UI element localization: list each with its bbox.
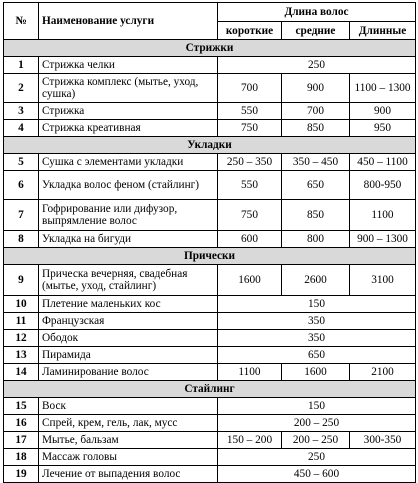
price-all: 250: [218, 57, 416, 74]
price-long: 950: [350, 120, 416, 137]
price-table: [3, 2, 416, 483]
service-name: Ламинирование волос: [39, 364, 218, 381]
row-number: 16: [4, 415, 39, 432]
price-all: 350: [218, 330, 416, 347]
service-name: Массаж головы: [39, 449, 218, 466]
row-number: 5: [4, 154, 39, 171]
price-all: 150: [218, 398, 416, 415]
price-short: 250 – 350: [218, 154, 282, 171]
row-number: 7: [4, 200, 39, 231]
service-name: Воск: [39, 398, 218, 415]
price-short: 750: [218, 200, 282, 231]
header-short: короткие: [218, 22, 282, 40]
table-row: [4, 347, 416, 364]
table-row: [4, 415, 416, 432]
row-number: 10: [4, 296, 39, 313]
table-row: [4, 364, 416, 381]
price-short: 1600: [218, 265, 282, 296]
service-name: Укладка на бигуди: [39, 231, 218, 248]
price-medium: 800: [282, 231, 350, 248]
price-all: 250: [218, 449, 416, 466]
table-header-row: [4, 3, 416, 22]
service-name: Плетение маленьких кос: [39, 296, 218, 313]
price-all: 650: [218, 347, 416, 364]
table-row: [4, 231, 416, 248]
row-number: 15: [4, 398, 39, 415]
row-number: 12: [4, 330, 39, 347]
table-row: [4, 296, 416, 313]
table-row: [4, 57, 416, 74]
row-number: 1: [4, 57, 39, 74]
section-title-stylingproducts: Стайлинг: [4, 381, 416, 398]
price-medium: 850: [282, 200, 350, 231]
price-short: 550: [218, 171, 282, 200]
price-medium: 900: [282, 74, 350, 103]
header-medium: средние: [282, 22, 350, 40]
service-name: Лечение от выпадения волос: [39, 466, 218, 483]
table-row: [4, 265, 416, 296]
header-hair-length: Длина волос: [218, 3, 416, 22]
table-row: [4, 200, 416, 231]
row-number: 3: [4, 103, 39, 120]
row-number: 17: [4, 432, 39, 449]
price-short: 1100: [218, 364, 282, 381]
price-all: 200 – 250: [218, 415, 416, 432]
section-row: [4, 248, 416, 265]
section-title-hairstyles: Прически: [4, 248, 416, 265]
table-row: [4, 398, 416, 415]
row-number: 14: [4, 364, 39, 381]
section-row: [4, 40, 416, 57]
price-long: 2100: [350, 364, 416, 381]
service-name: Мытье, бальзам: [39, 432, 218, 449]
section-title-styling: Укладки: [4, 137, 416, 154]
price-all: 450 – 600: [218, 466, 416, 483]
price-short: 700: [218, 74, 282, 103]
row-number: 18: [4, 449, 39, 466]
table-row: [4, 74, 416, 103]
table-row: [4, 432, 416, 449]
row-number: 13: [4, 347, 39, 364]
price-medium: 700: [282, 103, 350, 120]
price-long: 800-950: [350, 171, 416, 200]
service-name: Укладка волос феном (стайлинг): [39, 171, 218, 200]
table-row: [4, 330, 416, 347]
price-short: 750: [218, 120, 282, 137]
section-title-haircuts: Стрижки: [4, 40, 416, 57]
row-number: 4: [4, 120, 39, 137]
row-number: 2: [4, 74, 39, 103]
table-row: [4, 171, 416, 200]
price-all: 350: [218, 313, 416, 330]
service-name: Сушка с элементами укладки: [39, 154, 218, 171]
service-name: Французская: [39, 313, 218, 330]
price-medium: 650: [282, 171, 350, 200]
price-long: 1100 – 1300: [350, 74, 416, 103]
price-medium: 200 – 250: [282, 432, 350, 449]
price-medium: 2600: [282, 265, 350, 296]
table-row: [4, 449, 416, 466]
row-number: 6: [4, 171, 39, 200]
row-number: 19: [4, 466, 39, 483]
service-name: Стрижка челки: [39, 57, 218, 74]
service-name: Стрижка: [39, 103, 218, 120]
service-name: Гофрирование или дифузор, выпрямление волос: [39, 200, 218, 231]
price-long: 3100: [350, 265, 416, 296]
table-row: [4, 120, 416, 137]
table-row: [4, 466, 416, 483]
service-name: Пирамида: [39, 347, 218, 364]
price-long: 900 – 1300: [350, 231, 416, 248]
service-name: Стрижка комплекс (мытье, уход, сушка): [39, 74, 218, 103]
price-short: 150 – 200: [218, 432, 282, 449]
price-all: 150: [218, 296, 416, 313]
section-row: [4, 137, 416, 154]
table-row: [4, 154, 416, 171]
price-long: 450 – 1100: [350, 154, 416, 171]
section-row: [4, 381, 416, 398]
service-name: Ободок: [39, 330, 218, 347]
service-name: Спрей, крем, гель, лак, мусс: [39, 415, 218, 432]
price-medium: 350 – 450: [282, 154, 350, 171]
header-long: Длинные: [350, 22, 416, 40]
service-name: Стрижка креативная: [39, 120, 218, 137]
header-service: Наименование услуги: [39, 3, 218, 40]
table-row: [4, 103, 416, 120]
price-medium: 850: [282, 120, 350, 137]
row-number: 9: [4, 265, 39, 296]
price-medium: 1600: [282, 364, 350, 381]
row-number: 11: [4, 313, 39, 330]
price-long: 1100: [350, 200, 416, 231]
table-row: [4, 313, 416, 330]
price-short: 550: [218, 103, 282, 120]
price-long: 900: [350, 103, 416, 120]
row-number: 8: [4, 231, 39, 248]
service-name: Прическа вечерняя, свадебная (мытье, уход, стайлинг): [39, 265, 218, 296]
price-short: 600: [218, 231, 282, 248]
header-number: №: [4, 3, 39, 40]
price-long: 300-350: [350, 432, 416, 449]
